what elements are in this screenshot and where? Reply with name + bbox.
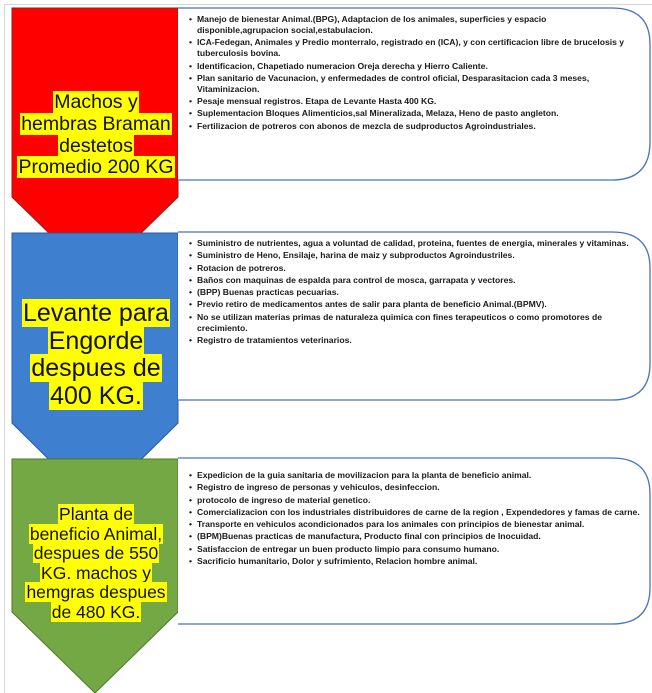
stage-1-label-line: destetos [59, 134, 133, 157]
list-item: • Comercializacion con los industriales distribuidores de carne de la region , Expendedores y famas de carne. [197, 507, 640, 518]
list-item: • Plan sanitario de Vacunacion, y enfermedades de control oficial, Desparasitacion cada 3 meses, Vitaminizacion. [197, 73, 640, 95]
stage-3-list [188, 470, 640, 567]
list-item: • Transporte en vehiculos acondicionados para los animales con principios de bienestar animal. [197, 519, 640, 530]
stage-1-label-line: Promedio 200 KG [18, 156, 174, 179]
list-item: • Previo retiro de medicamentos antes de salir para planta de beneficio Animal.(BPMV). [197, 299, 643, 310]
list-item: • Registro de ingreso de personas y vehiculos, desinfeccion. [197, 482, 640, 493]
stage-3-label-line: beneficio Animal, [29, 523, 163, 544]
list-item: • Suministro de nutrientes, agua a voluntad de calidad, proteina, fuentes de energia, minerales y vitaminas. [197, 238, 643, 249]
list-item: • No se utilizan materias primas de naturaleza quimica con fines terapeuticos o como promotores de crecimiento. [197, 312, 643, 334]
stage-2-box [188, 238, 643, 347]
stage-3-box [188, 470, 640, 568]
list-item: • (BPM)Buenas practicas de manufactura, Producto final con principios de Inocuidad. [197, 531, 640, 542]
stage-2-label-line: Levante para [23, 299, 169, 327]
list-item: • ICA-Fedegan, Animales y Predio monterralo, registrado en (ICA), y con certificacion libre de brucelosis y tuberculosis bovina. [197, 37, 640, 59]
list-item: • Pesaje mensual registros. Etapa de Levante Hasta 400 KG. [197, 96, 640, 107]
list-item: • Satisfaccion de entregar un buen producto limpio para consumo humano. [197, 544, 640, 555]
list-item: • Manejo de bienestar Animal.(BPG), Adaptacion de los animales, superficies y espacio disponible,agrupacion social,estabulacion. [197, 14, 640, 36]
stage-3-label-line: despues de 550 [33, 543, 159, 564]
list-item: • Expedicion de la guia sanitaria de movilizacion para la planta de beneficio animal. [197, 470, 640, 481]
stage-1-label-line: Machos y [54, 91, 138, 113]
stage-3-label [12, 505, 180, 623]
stage-3-label-line: Planta de [59, 504, 133, 524]
list-item: • Baños con maquinas de espalda para control de mosca, garrapata y vectores. [197, 275, 643, 286]
stage-3-label-line: KG. machos y [41, 562, 151, 583]
list-item: • Rotacion de potreros. [197, 263, 643, 274]
stage-2-label-line: despues de [31, 354, 161, 382]
list-item: • Fertilizacion de potreros con abonos de mezcla de sudproductos Agroindustriales. [197, 121, 640, 132]
stage-1-box [188, 14, 640, 133]
list-item: • protocolo de ingreso de material genetico. [197, 495, 640, 506]
stage-3-label-line: hemgras despues [26, 582, 166, 603]
stage-1-label-line: hembras Braman [21, 112, 171, 135]
list-item: • Suministro de Heno, Ensilaje, harina de maiz y subproductos Agroindustriles. [197, 250, 643, 261]
stage-1-list [188, 14, 640, 132]
stage-1-label [14, 92, 178, 179]
stage-2-list [188, 238, 643, 346]
stage-2-label-line: Engorde [48, 326, 144, 355]
stage-2-label-line: 400 KG. [50, 381, 142, 410]
stage-3-label-line: de 480 KG. [51, 601, 141, 622]
list-item: • Suplementacion Bloques Alimenticios,sal Mineralizada, Melaza, Heno de pasto angleton. [197, 108, 640, 119]
list-item: • Identificacion, Chapetiado numeracion Oreja derecha y Hierro Caliente. [197, 61, 640, 72]
list-item: • (BPP) Buenas practicas pecuarias. [197, 287, 643, 298]
list-item: • Registro de tratamientos veterinarios. [197, 335, 643, 346]
stage-2-label [14, 300, 178, 410]
list-item: • Sacrificio humanitario, Dolor y sufrimiento, Relacion hombre animal. [197, 556, 640, 567]
